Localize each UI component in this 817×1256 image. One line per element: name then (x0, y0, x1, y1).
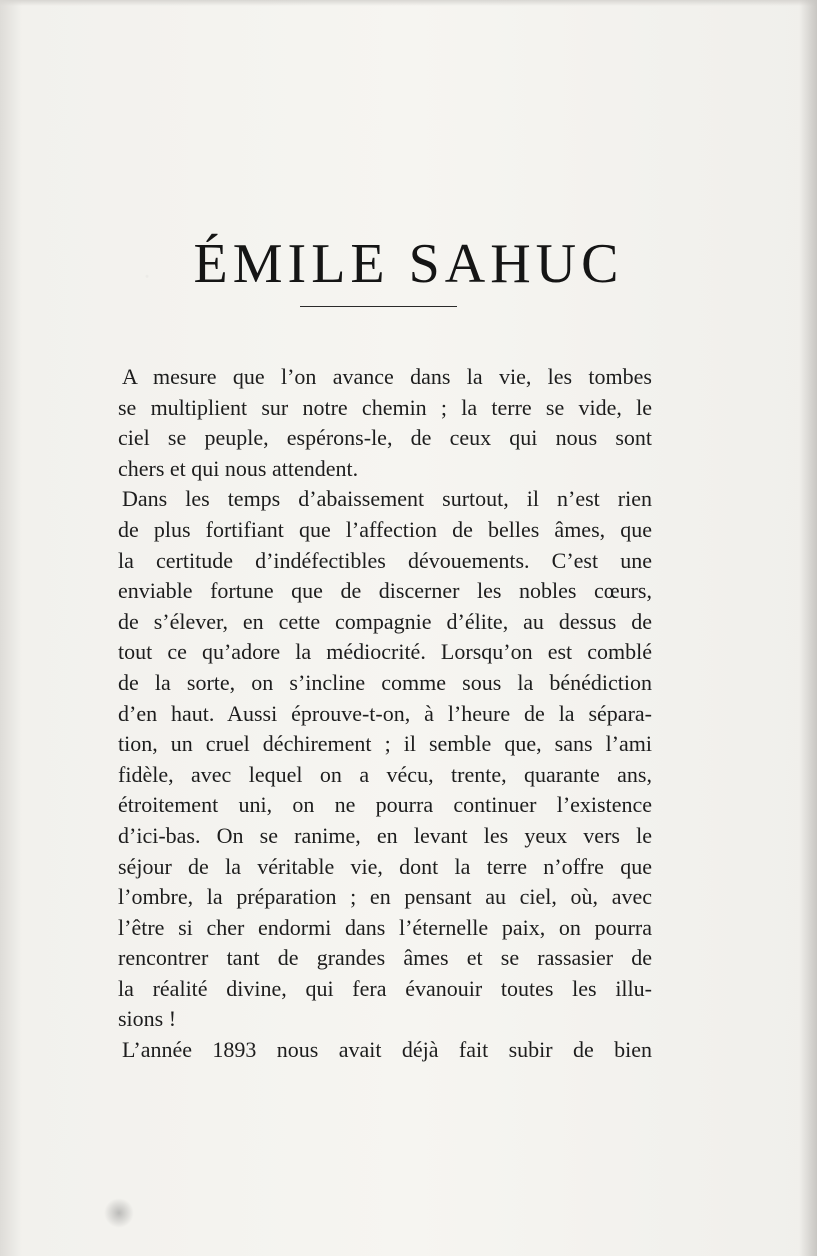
text-line: l’ombre, la préparation ; en pensant au ciel, où, avec (118, 884, 652, 910)
text-line: enviable fortune que de discerner les nobles cœurs, (118, 578, 652, 604)
paragraph-3 (118, 1035, 652, 1066)
text-line: tion, un cruel déchirement ; il semble que, sans l’ami (118, 731, 652, 757)
text-line: se multiplient sur notre chemin ; la terre se vide, le (118, 394, 652, 420)
paragraph-2 (118, 484, 652, 1035)
text-line: séjour de la véritable vie, dont la terre n’offre que (118, 853, 652, 879)
text-line: d’ici-bas. On se ranime, en levant les yeux vers le (118, 822, 652, 848)
body-text (118, 362, 652, 1066)
text-line: la réalité divine, qui fera évanouir toutes les illu- (118, 975, 652, 1001)
text-line: étroitement uni, on ne pourra continuer l’existence (118, 792, 652, 818)
text-line: L’année 1893 nous avait déjà fait subir de bien (122, 1037, 652, 1063)
text-line: sions ! (118, 1006, 177, 1032)
text-line: de la sorte, on s’incline comme sous la bénédiction (118, 669, 652, 695)
chapter-title: ÉMILE SAHUC (193, 232, 624, 295)
text-line: rencontrer tant de grandes âmes et se rassasier de (118, 945, 652, 971)
ink-smudge (104, 1198, 134, 1228)
text-line: la certitude d’indéfectibles dévouements. C’est une (118, 547, 652, 573)
text-line: tout ce qu’adore la médiocrité. Lorsqu’on est comblé (118, 639, 652, 665)
title-rule (300, 306, 457, 307)
text-line: l’être si cher endormi dans l’éternelle paix, on pourra (118, 914, 652, 940)
paragraph-1 (118, 362, 652, 484)
text-line: fidèle, avec lequel on a vécu, trente, quarante ans, (118, 761, 652, 787)
text-line: A mesure que l’on avance dans la vie, les tombes (122, 364, 652, 389)
page-right-edge (799, 0, 817, 1256)
text-line: chers et qui nous attendent. (118, 455, 359, 481)
text-line: de s’élever, en cette compagnie d’élite, au dessus de (118, 608, 652, 634)
text-line: Dans les temps d’abaissement surtout, il n’est rien (122, 486, 652, 512)
text-line: ciel se peuple, espérons-le, de ceux qui nous sont (118, 425, 652, 451)
page-top-edge (0, 0, 817, 6)
text-line: d’en haut. Aussi éprouve-t-on, à l’heure de la sépara- (118, 700, 652, 726)
text-line: de plus fortifiant que l’affection de belles âmes, que (118, 516, 652, 542)
